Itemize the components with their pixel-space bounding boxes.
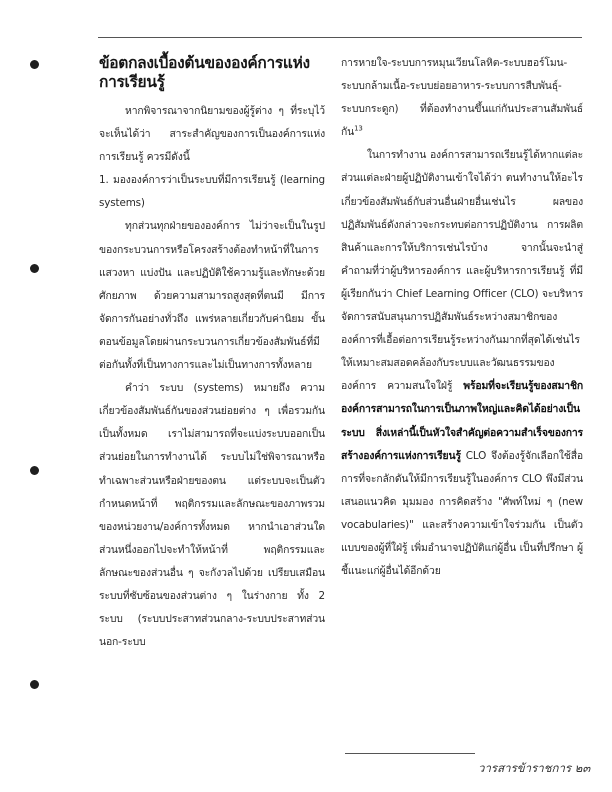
continuation-text: การหายใจ-ระบบการหมุนเวียนโลหิต-ระบบฮอร์โมน-ระบบกล้ามเนื้อ-ระบบย่อยอาหาร-ระบบการสืบพันธุ์-ระบบกระดูก) ที่ต้องทำงานขึ้นแก่กันประสานสัมพันธ์กัน: [341, 57, 583, 139]
systems-paragraph: ทุกส่วนทุกฝ่ายขององค์การ ไม่ว่าจะเป็นในรูปของกระบวนการหรือโครงสร้างต้องทำหน้าที่ในการแสวงหา แบ่งปัน และปฏิบัติใช้ความรู้และทักษะด้วยศักยภาพ ด้วยความสามารถสูงสุดที่ตนมี มีการจัดการกันอย่างทั่วถึง แพร่หลายเกี่ยวกับค่านิยม ขั้นตอนข้อมูลโดยผ่านกระบวนการเกี่ยวข้องสัมพันธ์ที่มีต่อกันทั้งที่เป็นทางการและไม่เป็นทางการทั้งหลาย: [99, 220, 325, 372]
section-heading: ข้อตกลงเบื้องต้นขององค์การแห่งการเรียนรู้: [99, 54, 310, 91]
clo-text-a: ในการทำงาน องค์การสามารถเรียนรู้ได้หากแต่ละส่วนแต่ละฝ่ายผู้ปฏิบัติงานเข้าใจได้ว่า ตนทำงานให้อะไร เกี่ยวข้องสัมพันธ์กับส่วนอื่นฝ่ายอื่นเช่นไร ผลของปฏิสัมพันธ์ดังกล่าวจะกระทบต่อการปฏิบัติงาน การผลิตสินค้าและการให้บริการเช่นไรบ้าง จากนั้นจะนำสู่ คำถามที่ว่าผู้บริหารองค์การ และผู้บริหารการเรียนรู้ ที่มีผู้เรียกกันว่า Chief Learning Officer (CLO) จะบริหารจัดการสนับสนุนการปฏิสัมพันธ์ระหว่างสมาชิกขององค์การที่เอื้อต่อการเรียนรู้ระหว่างกันมากที่สุดได้เช่นไร ให้เหมาะสมสอดคล้องกับระบบและวัฒนธรรมขององค์การ ความสนใจใฝ่รู้: [341, 149, 583, 393]
right-column: [341, 52, 583, 583]
left-column: [99, 52, 325, 654]
binder-hole: [30, 264, 39, 273]
binder-hole: [30, 466, 39, 475]
emphasis-text: พร้อมที่จะเรียนรู้ของสมาชิกองค์การสามารถในการเป็นภาพใหญ่และคิดได้อย่างเป็นระบบ สิ่งเหล่านี้เป็นหัวใจสำคัญต่อความสำเร็จของการสร้างองค์การแห่งการเรียนรู้: [341, 380, 583, 462]
footer-rule: [345, 753, 475, 754]
intro-paragraph: หากพิจารณาจากนิยามของผู้รู้ต่าง ๆ ที่ระบุไว้จะเห็นได้ว่า สาระสำคัญของการเป็นองค์การแห่งการเรียนรู้ ควรมีดังนี้: [99, 105, 325, 164]
clo-paragraph: [341, 144, 583, 583]
list-item-1: 1. มององค์การว่าเป็นระบบที่มีการเรียนรู้ (learning systems): [99, 174, 325, 210]
definition-paragraph: คำว่า ระบบ (systems) หมายถึง ความเกี่ยวข้องสัมพันธ์กันของส่วนย่อยต่าง ๆ เพื่อรวมกันเป็นทั้งหมด เราไม่สามารถที่จะแบ่งระบบออกเป็นส่วนย่อยในการทำงานได้ ระบบไม่ใช่พิจารณาหรือทำเฉพาะส่วนหรือฝ่ายของตน แต่ระบบจะเป็นตัวกำหนดหน้าที่ พฤติกรรมและลักษณะของภาพรวมของหน่วยงาน/องค์การทั้งหมด หากนำเอาส่วนใดส่วนหนึ่งออกไปจะทำให้หน้าที่ พฤติกรรมและลักษณะของส่วนอื่น ๆ จะกังวลไปด้วย เปรียบเสมือนระบบที่ซับซ้อนของส่วนต่าง ๆ ในร่างกาย ทั้ง 2 ระบบ (ระบบประสาทส่วนกลาง-ระบบประสาทส่วนนอก-ระบบ: [99, 382, 325, 649]
header-rule: [98, 37, 582, 38]
journal-footer: วารสารข้าราชการ ๒๓: [478, 761, 591, 775]
footnote-ref: 13: [354, 124, 363, 133]
clo-text-c: CLO จึงต้องรู้จักเลือกใช้สื่อการที่จะกลักดันให้มีการเรียนรู้ในองค์การ CLO พึงมีส่วนเสนอแนวคิด มุมมอง การคิดสร้าง "ศัพท์ใหม่ ๆ (new vocabularies)" และสร้างความเข้าใจร่วมกัน เป็นตัวแบบของผู้ที่ใฝ่รู้ เพิ่มอำนาจปฏิบัติแก่ผู้อื่น เป็นที่ปรึกษา ผู้ชี้แนะแก่ผู้อื่นได้อีกด้วย: [341, 449, 583, 578]
binder-hole: [30, 680, 39, 689]
continuation-paragraph: [341, 52, 583, 144]
binder-hole: [30, 60, 39, 69]
